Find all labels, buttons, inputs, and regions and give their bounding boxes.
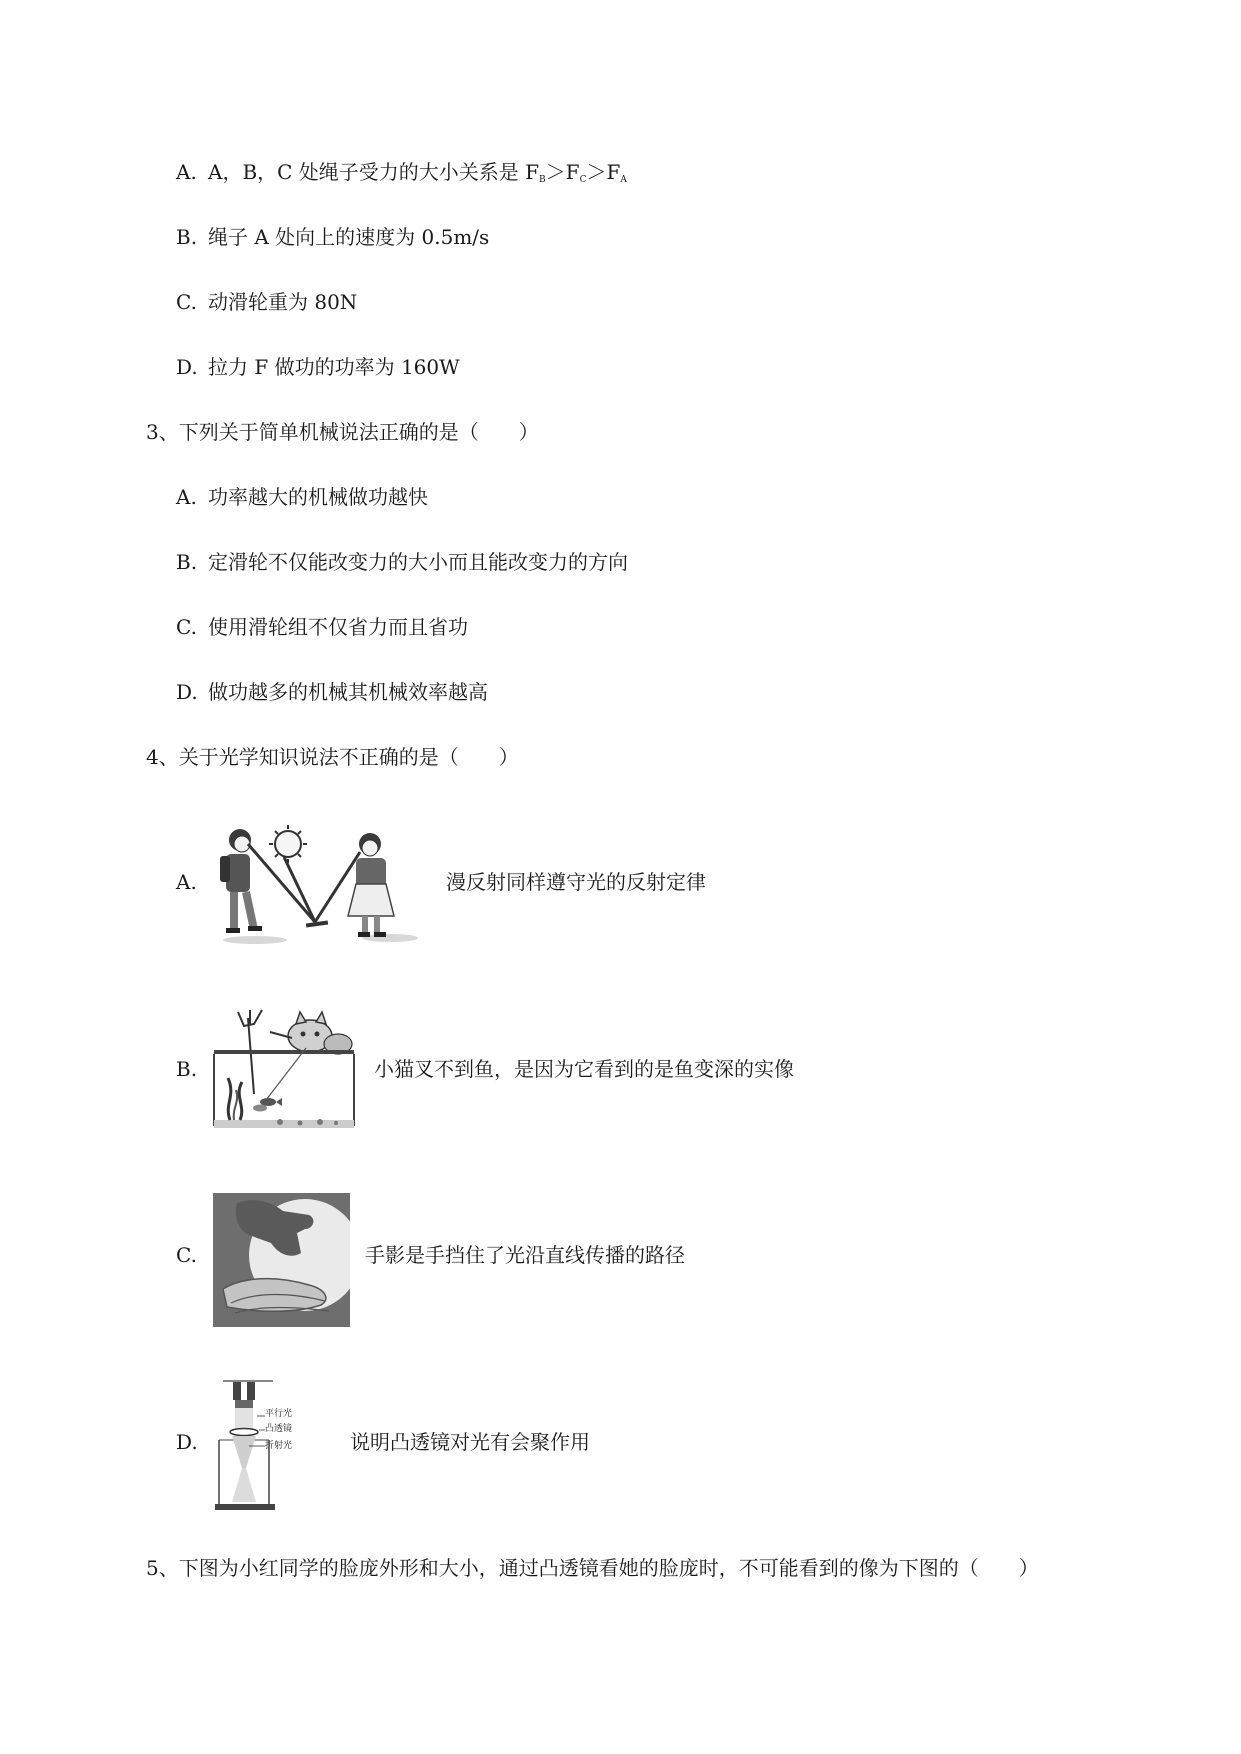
q4-stem: 4、关于光学知识说法不正确的是（ ） bbox=[146, 745, 519, 769]
option-text: 动滑轮重为 80N bbox=[208, 290, 358, 314]
option-text: 功率越大的机械做功越快 bbox=[208, 485, 428, 509]
q4-option-a-text: 漫反射同样遵守光的反射定律 bbox=[446, 870, 706, 894]
option-text: 绳子 A 处向上的速度为 0.5m/s bbox=[208, 225, 490, 249]
option-letter: C. bbox=[176, 615, 197, 639]
option-text: 做功越多的机械其机械效率越高 bbox=[208, 680, 488, 704]
hand-shadow-illustration bbox=[213, 1193, 350, 1327]
option-letter: D. bbox=[176, 355, 198, 379]
cat-fishing-illustration bbox=[210, 1008, 360, 1133]
subscript-a: A bbox=[620, 175, 627, 185]
option-letter: D. bbox=[176, 680, 198, 704]
lens-label-parallel: 平行光 bbox=[265, 1409, 293, 1419]
q5-stem: 5、下图为小红同学的脸庞外形和大小，通过凸透镜看她的脸庞时，不可能看到的像为下图的（ ） bbox=[146, 1556, 1039, 1580]
option-text: 使用滑轮组不仅省力而且省功 bbox=[208, 615, 468, 639]
option-text: 定滑轮不仅能改变力的大小而且能改变力的方向 bbox=[208, 550, 628, 574]
option-text: 拉力 F 做功的功率为 160W bbox=[208, 355, 460, 379]
q3-option-b bbox=[176, 548, 628, 576]
option-letter: B. bbox=[176, 225, 198, 249]
option-text: A，B，C 处绳子受力的大小关系是 F bbox=[208, 160, 540, 184]
option-letter: B. bbox=[176, 550, 198, 574]
q2-option-c bbox=[176, 288, 357, 316]
q2-option-a bbox=[176, 158, 627, 194]
q4-option-d-text: 说明凸透镜对光有会聚作用 bbox=[350, 1430, 590, 1454]
option-letter: A. bbox=[176, 160, 197, 184]
q4-option-b-letter: B. bbox=[176, 1057, 198, 1081]
option-letter: C. bbox=[176, 290, 197, 314]
q3-option-c bbox=[176, 613, 468, 641]
q2-option-b bbox=[176, 223, 489, 251]
greater-than: ＞F bbox=[545, 160, 580, 184]
convex-lens-illustration bbox=[215, 1380, 330, 1512]
diffuse-reflection-illustration bbox=[210, 822, 435, 947]
q4-option-d-letter: D. bbox=[176, 1430, 198, 1454]
lens-label-lens: 凸透镜 bbox=[265, 1424, 293, 1434]
q3-option-a bbox=[176, 483, 428, 511]
q3-stem: 3、下列关于简单机械说法正确的是（ ） bbox=[146, 420, 539, 444]
q3-option-d bbox=[176, 678, 488, 706]
q4-option-c-text: 手影是手挡住了光沿直线传播的路径 bbox=[365, 1243, 685, 1267]
q4-option-a-letter: A. bbox=[176, 870, 197, 894]
q4-option-c-letter: C. bbox=[176, 1243, 197, 1267]
subscript-b: B bbox=[539, 175, 546, 185]
subscript-c: C bbox=[579, 175, 587, 185]
q2-option-d bbox=[176, 353, 460, 381]
greater-than: ＞F bbox=[586, 160, 621, 184]
option-letter: A. bbox=[176, 485, 197, 509]
lens-label-refracted: 折射光 bbox=[265, 1441, 293, 1451]
q4-option-b-text: 小猫叉不到鱼，是因为它看到的是鱼变深的实像 bbox=[374, 1057, 794, 1081]
